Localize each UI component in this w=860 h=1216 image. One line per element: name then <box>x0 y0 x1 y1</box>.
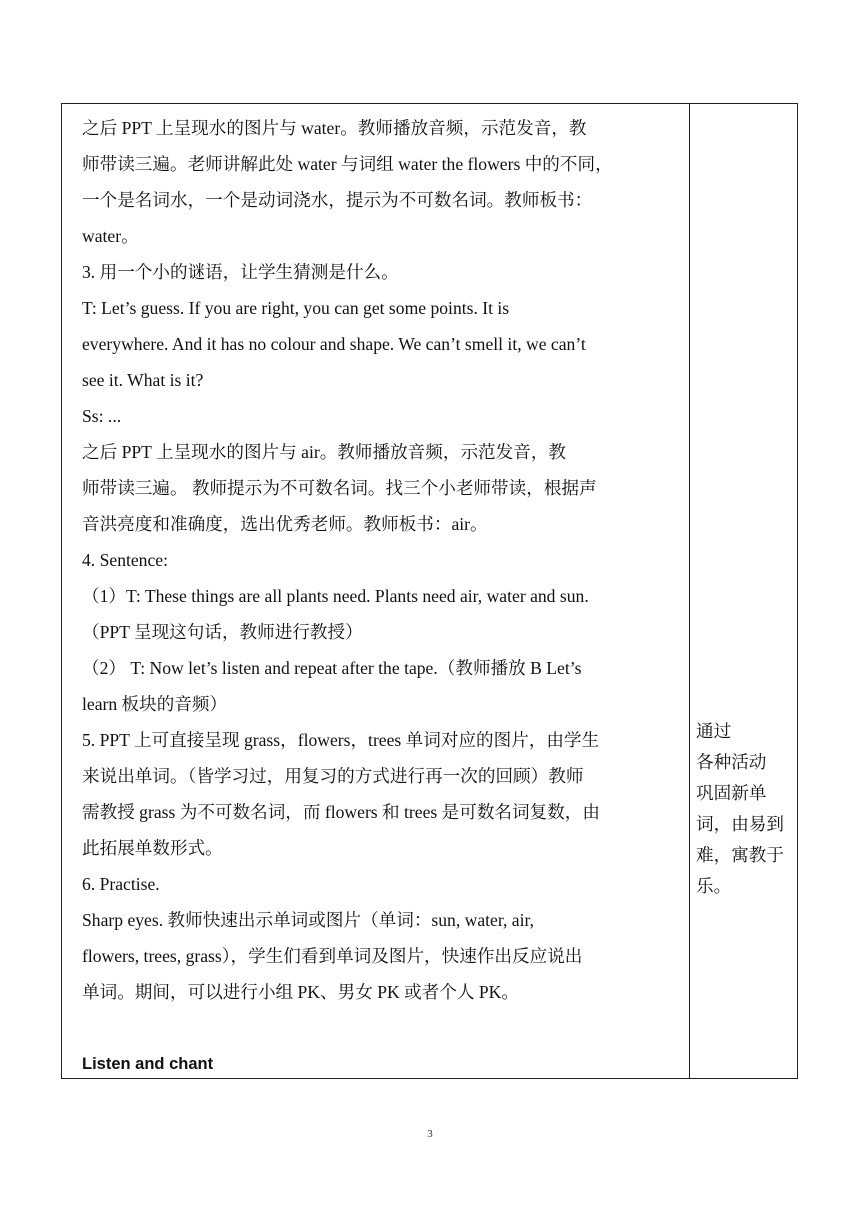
procedure-cell <box>82 110 687 1082</box>
column-divider <box>689 104 690 1078</box>
text-line: Ss: ... <box>82 406 122 426</box>
text-line: 需教授 grass 为不可数名词，而 flowers 和 trees 是可数名词复数，由 <box>82 802 600 822</box>
text-line: 之后 PPT 上呈现水的图片与 air。教师播放音频，示范发音，教 <box>82 442 567 462</box>
text-line: see it. What is it? <box>82 370 204 390</box>
purpose-line: 词，由易到 <box>696 814 784 834</box>
lesson-table <box>61 103 798 1079</box>
purpose-line: 各种活动 <box>696 752 767 772</box>
text-line: 此拓展单数形式。 <box>82 838 223 858</box>
purpose-cell <box>696 716 794 902</box>
text-line: 音洪亮度和准确度，选出优秀老师。教师板书：air。 <box>82 514 488 534</box>
text-line: （2） T: Now let’s listen and repeat after the tape.（教师播放 B Let’s <box>82 658 582 678</box>
text-line: 之后 PPT 上呈现水的图片与 water。教师播放音频，示范发音，教 <box>82 118 587 138</box>
text-line: Sharp eyes. 教师快速出示单词或图片（单词：sun, water, air, <box>82 910 535 930</box>
text-line: 来说出单词。（皆学习过，用复习的方式进行再一次的回顾）教师 <box>82 766 584 786</box>
text-line: 师带读三遍。老师讲解此处 water 与词组 water the flowers 中的不同， <box>82 154 613 174</box>
text-line: 3. 用一个小的谜语，让学生猜测是什么。 <box>82 262 399 282</box>
text-line: flowers, trees, grass），学生们看到单词及图片，快速作出反应说出 <box>82 946 583 966</box>
text-line: 4. Sentence: <box>82 550 168 570</box>
text-line: （PPT 呈现这句话，教师进行教授） <box>82 622 363 642</box>
text-line: 师带读三遍。 教师提示为不可数名词。找三个小老师带读，根据声 <box>82 478 597 498</box>
text-line: 一个是名词水，一个是动词浇水，提示为不可数名词。教师板书： <box>82 190 593 210</box>
text-line: everywhere. And it has no colour and shape. We can’t smell it, we can’t <box>82 334 586 354</box>
purpose-line: 难，寓教于 <box>696 845 784 865</box>
page-number: 3 <box>427 1128 433 1140</box>
text-line: T: Let’s guess. If you are right, you can get some points. It is <box>82 298 510 318</box>
purpose-line: 通过 <box>696 721 732 741</box>
purpose-line: 巩固新单 <box>696 783 767 803</box>
text-line: 单词。期间，可以进行小组 PK、男女 PK 或者个人 PK。 <box>82 982 519 1002</box>
purpose-line: 乐。 <box>696 876 732 896</box>
section-heading: Listen and chant <box>82 1055 214 1073</box>
text-line: 6. Practise. <box>82 874 160 894</box>
text-line: （1）T: These things are all plants need. Plants need air, water and sun. <box>82 586 589 606</box>
text-line: learn 板块的音频） <box>82 694 228 714</box>
text-line: water。 <box>82 226 139 246</box>
text-line: 5. PPT 上可直接呈现 grass，flowers，trees 单词对应的图片，由学生 <box>82 730 600 750</box>
